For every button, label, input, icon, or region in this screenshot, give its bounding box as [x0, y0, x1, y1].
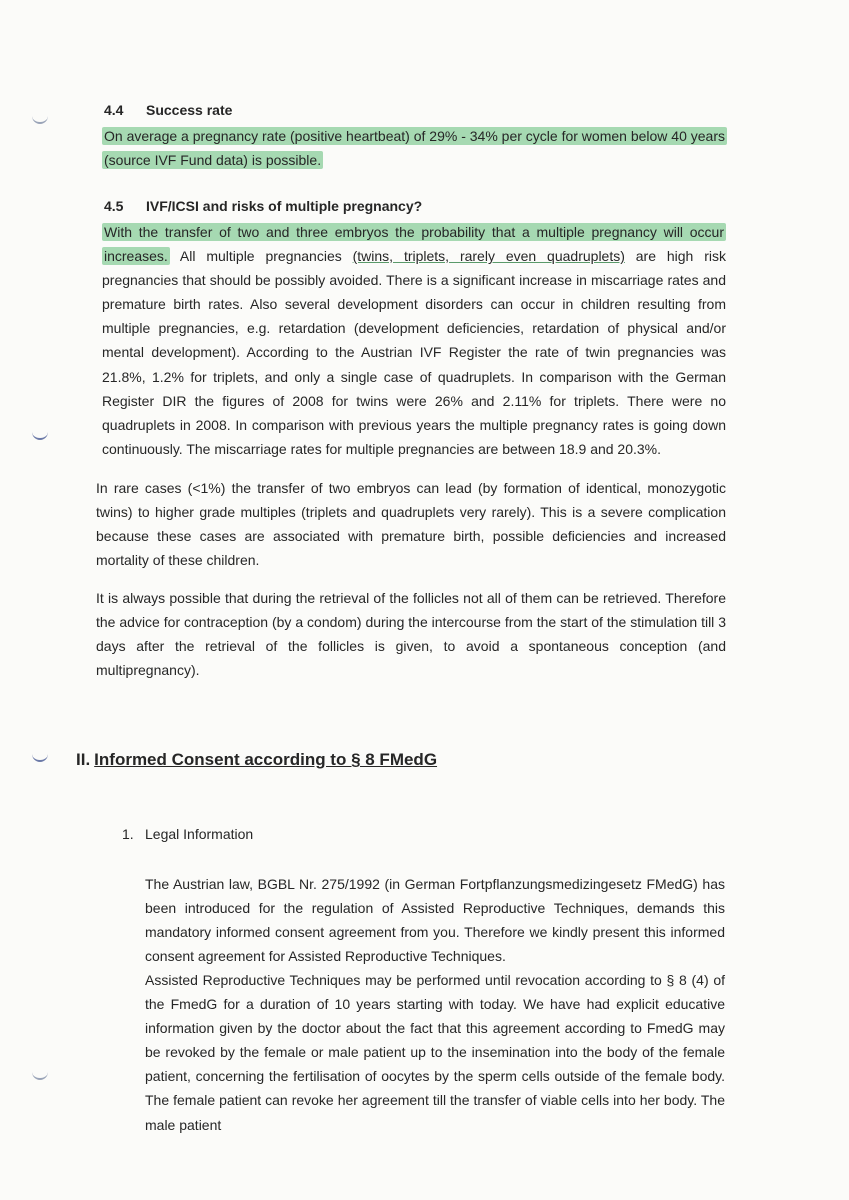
section-title: Success rate	[146, 102, 233, 118]
list-item-title: Legal Information	[145, 826, 254, 842]
section-title: IVF/ICSI and risks of multiple pregnancy?	[146, 198, 423, 214]
list-item-heading	[122, 826, 253, 842]
chapter-numeral: II.	[76, 750, 91, 769]
legal-info-paragraph: The Austrian law, BGBL Nr. 275/1992 (in German Fortpflanzungsmedizingesetz FMedG) has been introduced for the regulation of Assisted Reproductive Techniques, demands this mandatory informed consent agreement from you. Therefore we kindly present this informed consent agreement for Assisted Reproductive Techniques.	[145, 876, 725, 965]
punch-hole-mark	[32, 1070, 48, 1080]
multiple-pregnancy-paragraph	[102, 220, 726, 461]
punch-hole-mark	[32, 114, 48, 124]
list-item-number: 1.	[122, 826, 134, 842]
paragraph-text: All multiple pregnancies	[169, 248, 353, 265]
section-number: 4.5	[104, 198, 124, 214]
rare-cases-paragraph: In rare cases (<1%) the transfer of two embryos can lead (by formation of identical, monozygotic twins) to higher grade multiples (triplets and quadruplets very rarely). This is a severe complication because these cases are associated with premature birth, possible deficiencies and increased mortality of these children.	[96, 480, 726, 569]
chapter-title: Informed Consent according to § 8 FMedG	[94, 750, 438, 769]
highlighted-text: On average a pregnancy rate (positive heartbeat) of 29% - 34% per cycle for women below 40 years (source IVF Fund data) is possible.	[104, 128, 725, 169]
section-4-5-heading	[104, 198, 422, 214]
underlined-text: (twins, triplets, rarely even quadruplets)	[352, 248, 625, 265]
highlighted-text: With the transfer of two and three embryos the probability that a multiple pregnancy will occur increases.	[104, 224, 724, 265]
retrieval-paragraph: It is always possible that during the retrieval of the follicles not all of them can be retrieved. Therefore the advice for contraception (by a condom) during the intercourse from the start of the stimulation till 3 days after the retrieval of the follicles is given, to avoid a spontaneous conception (and multipregnancy).	[96, 590, 726, 679]
success-rate-paragraph	[102, 124, 732, 172]
paragraph-text: are high risk pregnancies that should be possibly avoided. There is a significant increase in miscarriage rates and premature birth rates. Also several development disorders can occur in children resulting from multiple pregnancies, e.g. retardation (development deficiencies, retardation of physical and/or mental development). According to the Austrian IVF Register the rate of twin pregnancies was 21.8%, 1.2% for triplets, and only a single case of quadruplets. In comparison with the German Register DIR the figures of 2008 for twins were 26% and 2.11% for triplets. There were no quadruplets in 2008. In comparison with previous years the multiple pregnancy rates is going down continuously. The miscarriage rates for multiple pregnancies are between 18.9 and 20.3%.	[102, 248, 726, 457]
punch-hole-mark	[32, 752, 48, 762]
punch-hole-mark	[32, 430, 48, 440]
section-number: 4.4	[104, 102, 124, 118]
chapter-heading	[76, 750, 437, 770]
revocation-paragraph: Assisted Reproductive Techniques may be performed until revocation according to § 8 (4) of the FmedG for a duration of 10 years starting with today. We have had explicit educative information given by the doctor about the fact that this agreement according to FmedG may be revoked by the female or male patient up to the insemination into the body of the female patient, concerning the fertilisation of oocytes by the sperm cells outside of the female body. The female patient can revoke her agreement till the transfer of viable cells into her body. The male patient	[145, 972, 725, 1133]
section-4-4-heading	[104, 102, 232, 118]
